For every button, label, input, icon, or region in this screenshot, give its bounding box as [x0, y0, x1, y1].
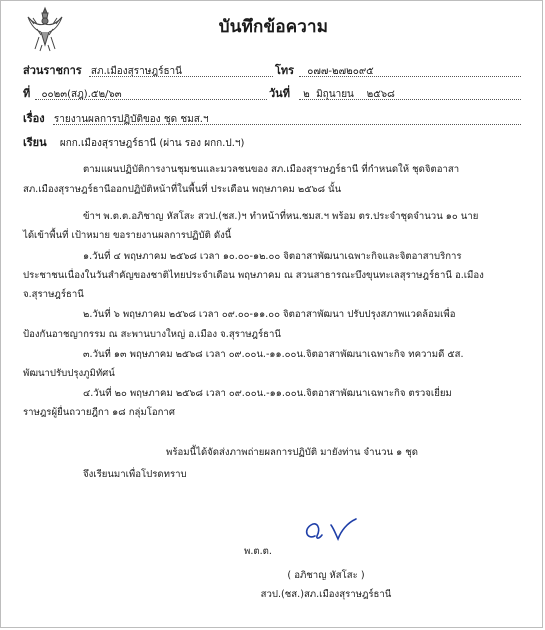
item-4-line-2: ราษฎรผู้ยื่นถวายฎีกา ๑๘ กลุ่มโอกาศ [23, 407, 175, 418]
item-1-line-2: ประชาชนเนื่องในวันสำคัญของชาติไทยประจำเดือน พฤษภาคม ณ สวนสาธารณะบึงขุนทะเลสุราษฎร์ธานี อ.เมือง [23, 270, 484, 281]
subject-label: เรื่อง [23, 112, 45, 125]
to-label: เรียน [23, 136, 47, 149]
closing-line: จึงเรียนมาเพื่อโปรดทราบ [83, 469, 187, 480]
handwritten-signature [301, 516, 371, 546]
to-value: ผกก.เมืองสุราษฎร์ธานี (ผ่าน รอง ผกก.ป.ฯ) [59, 138, 245, 149]
number-label: ที่ [23, 87, 31, 100]
intro-line-1: ตามแผนปฏิบัติการงานชุมชนและมวลชนของ สภ.เมืองสุราษฎร์ธานี ที่กำหนดให้ ชุดจิตอาสา [83, 164, 460, 175]
item-3-line-2: พัฒนาปรับปรุงภูมิทัศน์ [23, 368, 115, 379]
item-2-line-1: ๒.วันที่ ๖ พฤษภาคม ๒๕๖๘ เวลา ๐๙.๐๐-๑๑.๐๐ จิตอาสาพัฒนา ปรับปรุงสภาพแวดล้อมเพื่อ [83, 309, 456, 320]
phone-dotline [299, 76, 521, 77]
item-4-line-1: ๔.วันที่ ๒๐ พฤษภาคม ๒๕๖๘ เวลา ๐๙.๐๐น.-๑๑.๐๐น.จิตอาสาพัฒนาเฉพาะกิจ ตรวจเยี่ยม [83, 388, 452, 399]
department-dotline [89, 76, 273, 77]
subject-dotline [53, 124, 521, 125]
department-label: ส่วนราชการ [23, 64, 82, 77]
report-line-1: ข้าฯ พ.ต.ต.อภิชาญ หัสโสะ สวป.(ชส.)ฯ ทำหน้าที่หน.ชมส.ฯ พร้อม ตร.ประจำชุดจำนวน ๑๐ นาย [83, 211, 479, 222]
number-dotline [35, 99, 267, 100]
attachment-line: พร้อมนี้ได้จัดส่งภาพถ่ายผลการปฏิบัติ มายังท่าน จำนวน ๑ ชุด [166, 447, 418, 458]
document-title: บันทึกข้อความ [218, 17, 329, 37]
item-1-line-3: จ.สุราษฎร์ธานี [23, 289, 84, 300]
signature-rank: พ.ต.ต. [244, 546, 272, 557]
date-label: วันที่ [269, 87, 290, 100]
number-value: ๐๐๒๓(สฎ).๕๒/๖๓ [41, 89, 122, 100]
signature-name: ( อภิชาญ หัสโสะ ) [287, 570, 365, 581]
report-line-2: ได้เข้าพื้นที่ เป้าหมาย ขอรายงานผลการปฏิบัติ ดังนี้ [23, 230, 232, 241]
to-row [23, 133, 244, 151]
phone-value: ๐๗๗-๒๗๒๐๙๕ [307, 66, 374, 77]
intro-line-2: สภ.เมืองสุราษฎร์ธานีออกปฏิบัติหน้าที่ในพื้นที่ ประเดือน พฤษภาคม ๒๕๖๘ นั้น [23, 184, 342, 195]
date-dotline [299, 99, 521, 100]
signature-position: สวป.(ชส.)สภ.เมืองสุราษฎร์ธานี [260, 589, 392, 600]
phone-label: โทร [275, 64, 295, 77]
item-2-line-2: ป้องกันอาชญากรรม ณ สะพานบางใหญ่ อ.เมือง จ.สุราษฎร์ธานี [23, 329, 281, 340]
date-value: ๒ มิถุนายน ๒๕๖๘ [303, 89, 395, 100]
item-1-line-1: ๑.วันที่ ๔ พฤษภาคม ๒๕๖๘ เวลา ๑๐.๐๐-๑๒.๐๐ จิตอาสาพัฒนาเฉพาะกิจและจิตอาสาบริการ [83, 251, 462, 262]
subject-value: รายงานผลการปฏิบัติของ ชุด ชมส.ฯ [53, 114, 209, 125]
item-3-line-1: ๓.วันที่ ๑๓ พฤษภาคม ๒๕๖๘ เวลา ๐๙.๐๐น.-๑๑.๐๐น.จิตอาสาพัฒนาเฉพาะกิจ ทความดี ๕ส. [83, 349, 464, 360]
department-value: สภ.เมืองสุราษฎร์ธานี [90, 66, 182, 77]
